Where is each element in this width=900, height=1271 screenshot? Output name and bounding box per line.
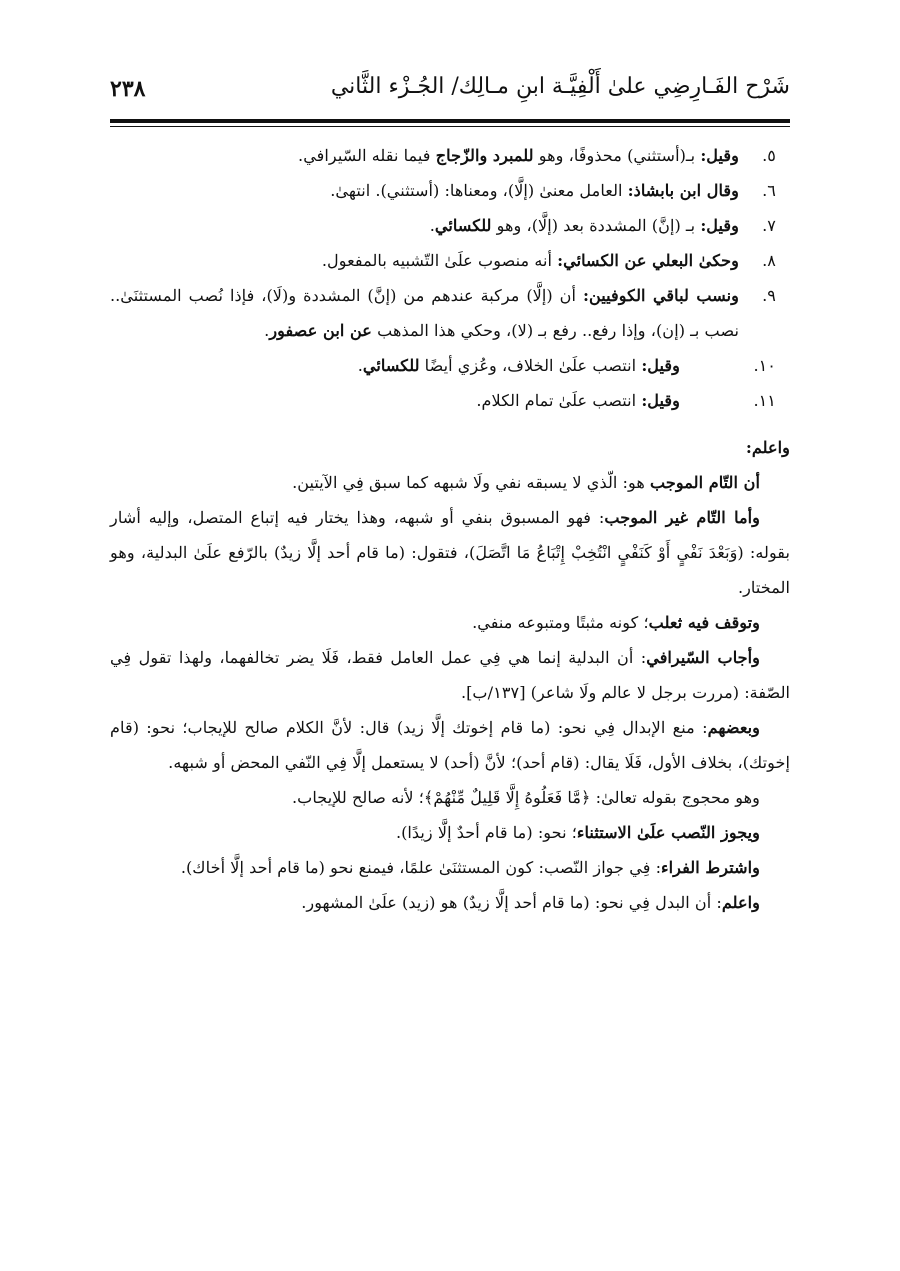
list-item — [110, 173, 776, 208]
list-item — [110, 348, 776, 383]
paragraph-text: هو: الّذي لا يسبقه نفي ولَا شبهه كما سبق فِي الآيتين. — [292, 473, 651, 492]
page-header — [110, 68, 790, 118]
paragraph-lead: واشترط الفراء — [661, 858, 760, 877]
paragraph-lead: وتوقف فيه ثعلب — [648, 613, 760, 632]
paragraph-lead: أن التّام الموجب — [650, 473, 760, 492]
paragraph — [110, 500, 790, 605]
paragraph — [110, 640, 790, 710]
item-number: ١١. — [753, 391, 776, 410]
list-item — [110, 138, 776, 173]
item-number: ٨. — [762, 251, 776, 270]
paragraph-text: ؛ كونه مثبتًا ومتبوعه منفي. — [472, 613, 649, 632]
paragraph-text: ؛ نحو: (ما قام أحدٌ إلَّا زيدًا). — [395, 823, 577, 842]
paragraph — [110, 710, 790, 780]
list-item — [110, 383, 776, 418]
paragraph-text: وهو محجوج بقوله تعالىٰ: ﴿مَّا فَعَلُوهُ إِلَّا قَلِيلٌ مِّنْهُمْ﴾؛ لأنه صالح للإيجاب. — [291, 788, 760, 807]
item-number: ٧. — [762, 216, 776, 235]
item-tail: . — [264, 321, 270, 340]
list-item — [110, 243, 776, 278]
list-item — [110, 208, 776, 243]
item-text: انتصب علَىٰ الخلاف، وعُزي أيضًا — [419, 356, 642, 375]
item-text: بـ (إنَّ) المشددة بعد (إلَّا)، وهو — [491, 216, 701, 235]
paragraph-lead: وبعضهم — [707, 718, 760, 737]
item-text: أن (إلَّا) مركبة عندهم من (إنَّ) المشددة و(لَا)، فإذا نُصب المستثنَىٰ.. نصب بـ (إن)، وإذا رفع.. رفع بـ (لا)، وحكي هذا المذهب — [110, 286, 739, 340]
opinions-sublist — [110, 348, 790, 418]
paragraph — [110, 605, 790, 640]
item-lead: ونسب لباقي الكوفيين: — [582, 286, 739, 305]
paragraph-text: : فهو المسبوق بنفي أو شبهه، وهذا يختار فيه إتباع المتصل، وإليه أشار بقوله: (وَبَعْدَ نَفْيٍ أَوْ كَنَفْيٍ انْتُخِبْ إِتْبَاعُ مَا اتَّصَلَ)، فتقول: (ما قام أحد إلَّا زيدٌ) بالرّفع علَىٰ البدلية، وهو المختار. — [110, 508, 790, 597]
item-text: العامل معنىٰ (إلَّا)، ومعناها: (أستثني). انتهىٰ. — [330, 181, 628, 200]
item-bold: للكسائي — [434, 216, 492, 235]
item-number: ٦. — [762, 181, 776, 200]
item-lead: وقيل: — [700, 146, 739, 165]
item-text: انتصب علَىٰ تمام الكلام. — [476, 391, 642, 410]
paragraph-text: : منع الإبدال فِي نحو: (ما قام إخوتك إلَّا زيد) قال: لأنَّ الكلام صالح للإيجاب؛ نحو: (قام إخوتك)، بخلاف الأول، فَلَا يقال: (قام أحد)؛ لأنَّ (أحد) لا يستعمل إلَّا فِي النّفي المحض أو شبهه. — [110, 718, 790, 772]
paragraph — [110, 815, 790, 850]
item-lead: وقال ابن بابشاذ: — [627, 181, 739, 200]
paragraph-lead: واعلم — [721, 893, 760, 912]
item-lead: وحكىٰ البعلي عن الكسائي: — [557, 251, 739, 270]
item-tail: . — [429, 216, 435, 235]
paragraph — [110, 780, 790, 815]
item-number: ١٠. — [753, 356, 776, 375]
paragraph — [110, 885, 790, 920]
item-bold: للمبرد والزّجاج — [435, 146, 534, 165]
item-lead: وقيل: — [700, 216, 739, 235]
item-text: بـ(أستثني) محذوفًا، وهو — [533, 146, 701, 165]
item-bold: عن ابن عصفور — [269, 321, 372, 340]
page-body — [110, 138, 790, 920]
paragraph-text: : أن البدلية إنما هي فِي عمل العامل فقط، فَلَا يضر تخالفهما، ولهذا تقول فِي الصّفة: (مررت برجل لا عالم ولَا شاعر) [١٣٧/ب]. — [110, 648, 790, 702]
section-heading: واعلم: — [745, 438, 790, 457]
list-item — [110, 278, 776, 348]
item-number: ٩. — [762, 286, 776, 305]
header-rule-thick — [110, 119, 790, 123]
paragraph-lead: وأما التّام غير الموجب — [604, 508, 760, 527]
paragraph-text: : أن البدل فِي نحو: (ما قام أحد إلَّا زيدٌ) هو (زيد) علَىٰ المشهور. — [301, 893, 722, 912]
paragraph-lead: ويجوز النّصب علَىٰ الاستثناء — [576, 823, 760, 842]
running-title: شَرْح الفَـارِضِي علىٰ أَلْفِيَّـة ابنِ مـالِك/ الجُـزْء الثَّاني — [330, 74, 790, 99]
header-rule-thin — [110, 126, 790, 127]
item-bold: للكسائي — [362, 356, 420, 375]
item-tail: فيما نقله السّيرافي. — [298, 146, 436, 165]
item-number: ٥. — [762, 146, 776, 165]
opinions-list — [110, 138, 790, 348]
page-number: ٢٣٨ — [110, 76, 146, 102]
item-lead: وقيل: — [641, 356, 680, 375]
paragraph-lead: وأجاب السّيرافي — [646, 648, 760, 667]
paragraph — [110, 465, 790, 500]
item-lead: وقيل: — [641, 391, 680, 410]
item-tail: . — [357, 356, 363, 375]
item-text: أنه منصوب علَىٰ التّشبيه بالمفعول. — [321, 251, 558, 270]
paragraph-text: : فِي جواز النّصب: كون المستثنَىٰ علمًا، فيمنع نحو (ما قام أحد إلَّا أخاك). — [180, 858, 662, 877]
paragraph — [110, 850, 790, 885]
